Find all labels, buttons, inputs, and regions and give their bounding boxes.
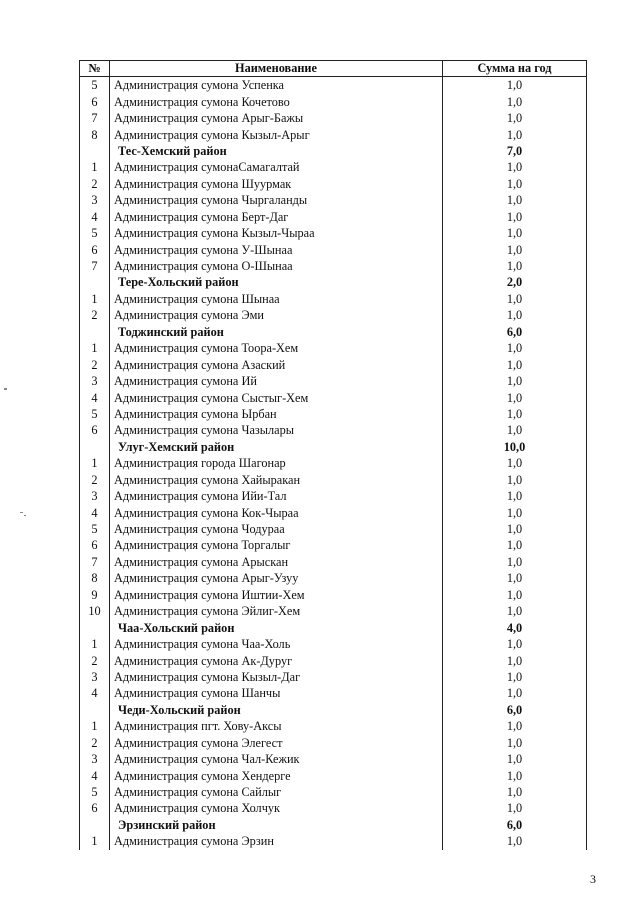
table-row <box>80 767 587 783</box>
row-number: 2 <box>80 356 110 372</box>
row-number: 1 <box>80 159 110 175</box>
row-sum: 2,0 <box>443 274 587 290</box>
row-sum: 1,0 <box>443 307 587 323</box>
row-sum: 1,0 <box>443 800 587 816</box>
row-number: 4 <box>80 767 110 783</box>
row-name: Администрация сумона Арыг-Бажы <box>110 110 443 126</box>
row-sum: 1,0 <box>443 669 587 685</box>
row-number: 1 <box>80 291 110 307</box>
row-sum: 1,0 <box>443 784 587 800</box>
row-name: Администрация сумона Арыскан <box>110 554 443 570</box>
row-name: Администрация сумона Хендерге <box>110 767 443 783</box>
row-number: 4 <box>80 685 110 701</box>
scan-mark <box>4 388 7 390</box>
header-name: Наименование <box>110 61 443 77</box>
table-row <box>80 685 587 701</box>
page-number: 3 <box>590 872 596 886</box>
table-row <box>80 93 587 109</box>
table-row <box>80 784 587 800</box>
table-row <box>80 587 587 603</box>
table-row <box>80 570 587 586</box>
row-sum: 1,0 <box>443 241 587 257</box>
row-name: Администрация города Шагонар <box>110 455 443 471</box>
row-name: Администрация сумона У-Шынаа <box>110 241 443 257</box>
row-sum: 1,0 <box>443 587 587 603</box>
row-name: Администрация сумона Кызыл-Чыраа <box>110 225 443 241</box>
table-row <box>80 373 587 389</box>
table-row <box>80 406 587 422</box>
table-header-row <box>80 61 587 77</box>
table-row <box>80 126 587 142</box>
row-name: Администрация сумона Эйлиг-Хем <box>110 603 443 619</box>
row-number: 3 <box>80 751 110 767</box>
district-row <box>80 619 587 635</box>
row-sum: 1,0 <box>443 356 587 372</box>
row-number <box>80 143 110 159</box>
row-number: 8 <box>80 570 110 586</box>
row-name: Администрация сумона Берт-Даг <box>110 209 443 225</box>
table-row <box>80 340 587 356</box>
row-number: 2 <box>80 735 110 751</box>
table-row <box>80 652 587 668</box>
allocation-table <box>79 60 587 850</box>
table-row <box>80 422 587 438</box>
table-row <box>80 636 587 652</box>
row-name: Администрация сумона Сайлыг <box>110 784 443 800</box>
row-name: Администрация сумона Арыг-Узуу <box>110 570 443 586</box>
row-name: Администрация сумонаСамагалтай <box>110 159 443 175</box>
row-sum: 1,0 <box>443 291 587 307</box>
table-row <box>80 718 587 734</box>
document-page <box>79 60 586 850</box>
row-name: Администрация сумона Элегест <box>110 735 443 751</box>
row-name: Администрация сумона Эми <box>110 307 443 323</box>
row-sum: 1,0 <box>443 751 587 767</box>
row-name: Администрация сумона Кок-Чыраа <box>110 504 443 520</box>
table-row <box>80 472 587 488</box>
row-sum: 1,0 <box>443 718 587 734</box>
table-row <box>80 77 587 94</box>
row-sum: 1,0 <box>443 192 587 208</box>
row-name: Администрация сумона Шуурмак <box>110 176 443 192</box>
row-name: Администрация сумона Кызыл-Арыг <box>110 126 443 142</box>
row-sum: 10,0 <box>443 439 587 455</box>
table-row <box>80 159 587 175</box>
row-sum: 4,0 <box>443 619 587 635</box>
row-number: 1 <box>80 340 110 356</box>
row-number: 1 <box>80 833 110 849</box>
header-sum: Сумма на год <box>443 61 587 77</box>
table-row <box>80 291 587 307</box>
table-row <box>80 307 587 323</box>
row-name: Администрация сумона Ырбан <box>110 406 443 422</box>
row-sum: 1,0 <box>443 159 587 175</box>
row-name: Администрация сумона Кочетово <box>110 93 443 109</box>
row-number <box>80 324 110 340</box>
row-sum: 1,0 <box>443 652 587 668</box>
row-sum: 1,0 <box>443 406 587 422</box>
row-sum: 1,0 <box>443 422 587 438</box>
row-name: Администрация сумона Иштии-Хем <box>110 587 443 603</box>
row-name: Чеди-Хольский район <box>110 702 443 718</box>
row-name: Администрация сумона Азаский <box>110 356 443 372</box>
row-sum: 1,0 <box>443 77 587 94</box>
row-sum: 1,0 <box>443 603 587 619</box>
table-row <box>80 751 587 767</box>
row-name: Тере-Хольский район <box>110 274 443 290</box>
row-number: 5 <box>80 521 110 537</box>
row-name: Тоджинский район <box>110 324 443 340</box>
row-number: 9 <box>80 587 110 603</box>
row-number <box>80 817 110 833</box>
row-sum: 1,0 <box>443 340 587 356</box>
row-sum: 1,0 <box>443 554 587 570</box>
table-row <box>80 455 587 471</box>
row-name: Администрация сумона Холчук <box>110 800 443 816</box>
district-row <box>80 274 587 290</box>
row-name: Администрация сумона Успенка <box>110 77 443 94</box>
row-sum: 1,0 <box>443 389 587 405</box>
district-row <box>80 702 587 718</box>
district-row <box>80 439 587 455</box>
row-sum: 1,0 <box>443 537 587 553</box>
row-name: Администрация сумона Ак-Дуруг <box>110 652 443 668</box>
table-row <box>80 225 587 241</box>
row-name: Тес-Хемский район <box>110 143 443 159</box>
row-number: 5 <box>80 225 110 241</box>
row-number: 3 <box>80 669 110 685</box>
row-number <box>80 274 110 290</box>
row-sum: 1,0 <box>443 126 587 142</box>
district-row <box>80 143 587 159</box>
table-row <box>80 603 587 619</box>
row-name: Администрация сумона Сыстыг-Хем <box>110 389 443 405</box>
district-row <box>80 324 587 340</box>
row-name: Администрация сумона Хайыракан <box>110 472 443 488</box>
row-sum: 1,0 <box>443 258 587 274</box>
row-sum: 1,0 <box>443 570 587 586</box>
row-name: Эрзинский район <box>110 817 443 833</box>
table-row <box>80 389 587 405</box>
scan-mark <box>20 512 23 513</box>
row-number: 6 <box>80 241 110 257</box>
row-name: Администрация сумона Ийи-Тал <box>110 488 443 504</box>
row-number: 2 <box>80 472 110 488</box>
row-number <box>80 439 110 455</box>
row-sum: 1,0 <box>443 225 587 241</box>
table-row <box>80 356 587 372</box>
table-row <box>80 800 587 816</box>
row-number: 5 <box>80 406 110 422</box>
table-row <box>80 537 587 553</box>
row-number: 7 <box>80 110 110 126</box>
row-number: 7 <box>80 554 110 570</box>
row-sum: 1,0 <box>443 833 587 849</box>
row-name: Администрация сумона Тоора-Хем <box>110 340 443 356</box>
table-row <box>80 735 587 751</box>
row-sum: 1,0 <box>443 373 587 389</box>
table-row <box>80 176 587 192</box>
row-number: 6 <box>80 537 110 553</box>
row-number <box>80 702 110 718</box>
row-sum: 1,0 <box>443 455 587 471</box>
row-sum: 1,0 <box>443 636 587 652</box>
row-name: Администрация сумона О-Шынаа <box>110 258 443 274</box>
row-name: Администрация сумона Торгалыг <box>110 537 443 553</box>
table-row <box>80 554 587 570</box>
row-name: Администрация сумона Чаа-Холь <box>110 636 443 652</box>
table-row <box>80 110 587 126</box>
row-number: 1 <box>80 636 110 652</box>
row-name: Администрация сумона Эрзин <box>110 833 443 849</box>
row-name: Администрация сумона Чыргаланды <box>110 192 443 208</box>
row-number: 10 <box>80 603 110 619</box>
row-sum: 1,0 <box>443 209 587 225</box>
row-number: 8 <box>80 126 110 142</box>
table-row <box>80 833 587 849</box>
row-number: 1 <box>80 455 110 471</box>
row-name: Администрация сумона Чал-Кежик <box>110 751 443 767</box>
table-row <box>80 258 587 274</box>
row-number: 4 <box>80 504 110 520</box>
row-sum: 1,0 <box>443 93 587 109</box>
row-number: 3 <box>80 488 110 504</box>
row-sum: 1,0 <box>443 767 587 783</box>
table-row <box>80 192 587 208</box>
row-name: Администрация сумона Шынаа <box>110 291 443 307</box>
row-sum: 1,0 <box>443 472 587 488</box>
row-number: 5 <box>80 784 110 800</box>
district-row <box>80 817 587 833</box>
row-sum: 6,0 <box>443 324 587 340</box>
row-sum: 6,0 <box>443 702 587 718</box>
table-row <box>80 521 587 537</box>
row-number: 3 <box>80 192 110 208</box>
row-number <box>80 619 110 635</box>
row-sum: 6,0 <box>443 817 587 833</box>
row-name: Администрация сумона Шанчы <box>110 685 443 701</box>
row-number: 6 <box>80 800 110 816</box>
row-number: 2 <box>80 652 110 668</box>
scan-mark <box>24 515 26 516</box>
row-name: Администрация сумона Ий <box>110 373 443 389</box>
row-number: 6 <box>80 93 110 109</box>
row-number: 3 <box>80 373 110 389</box>
row-name: Администрация сумона Кызыл-Даг <box>110 669 443 685</box>
row-sum: 1,0 <box>443 110 587 126</box>
table-row <box>80 209 587 225</box>
table-row <box>80 488 587 504</box>
row-name: Улуг-Хемский район <box>110 439 443 455</box>
row-name: Администрация пгт. Хову-Аксы <box>110 718 443 734</box>
header-number: № <box>80 61 110 77</box>
row-sum: 1,0 <box>443 488 587 504</box>
row-sum: 1,0 <box>443 504 587 520</box>
row-sum: 1,0 <box>443 735 587 751</box>
row-name: Чаа-Хольский район <box>110 619 443 635</box>
row-number: 6 <box>80 422 110 438</box>
row-name: Администрация сумона Чазылары <box>110 422 443 438</box>
row-number: 4 <box>80 389 110 405</box>
row-number: 1 <box>80 718 110 734</box>
row-name: Администрация сумона Чодураа <box>110 521 443 537</box>
row-number: 5 <box>80 77 110 94</box>
row-number: 2 <box>80 307 110 323</box>
table-body <box>80 77 587 850</box>
row-number: 7 <box>80 258 110 274</box>
row-number: 2 <box>80 176 110 192</box>
table-row <box>80 669 587 685</box>
table-row <box>80 504 587 520</box>
row-sum: 7,0 <box>443 143 587 159</box>
table-row <box>80 241 587 257</box>
row-number: 4 <box>80 209 110 225</box>
row-sum: 1,0 <box>443 176 587 192</box>
row-sum: 1,0 <box>443 521 587 537</box>
row-sum: 1,0 <box>443 685 587 701</box>
